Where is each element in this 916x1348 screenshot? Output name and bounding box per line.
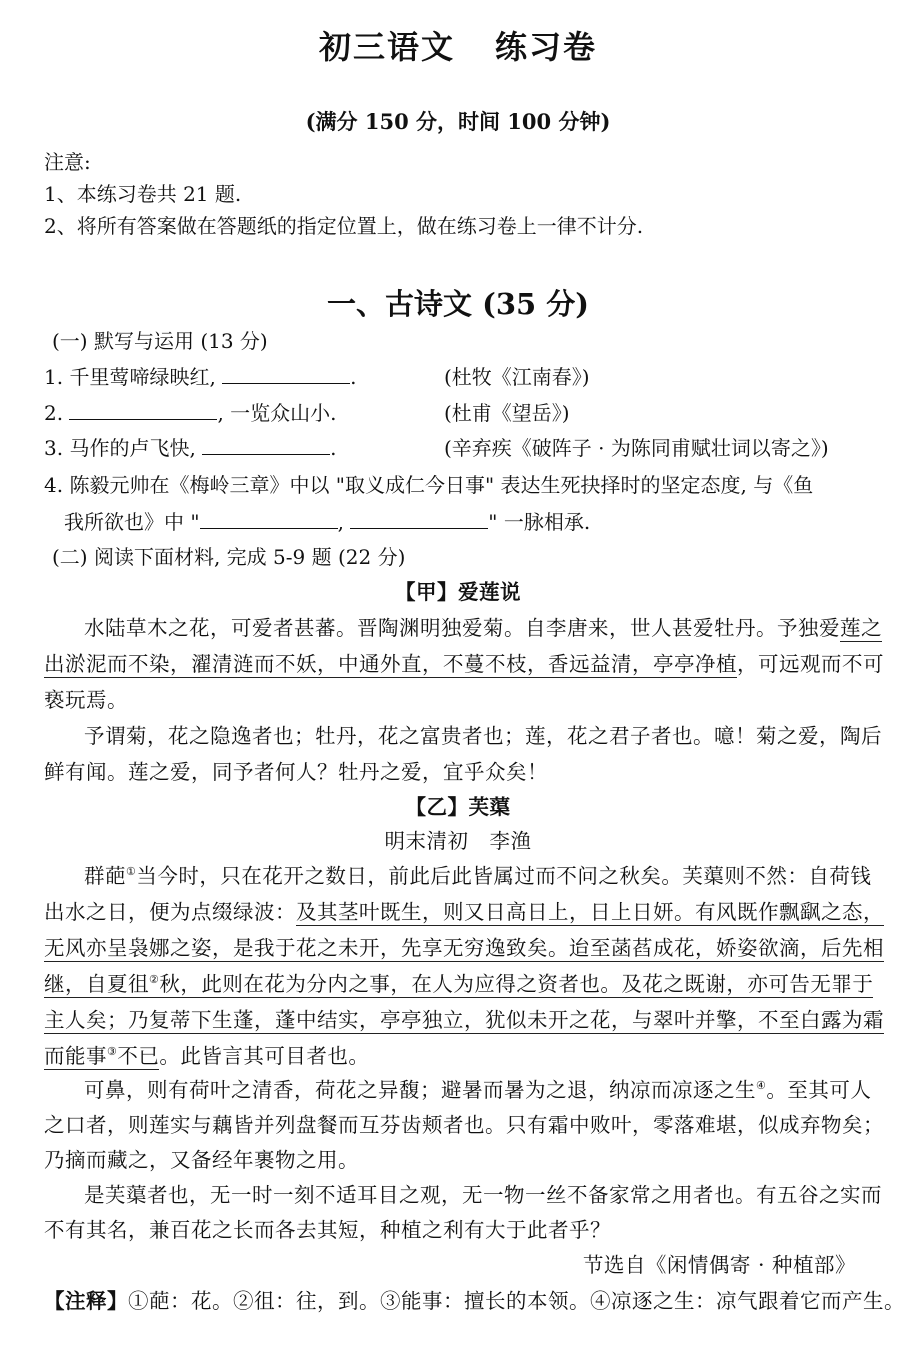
note-mark-3: ③ <box>107 1045 118 1059</box>
q3-end: . <box>330 436 337 460</box>
passage-yi-title: 【乙】芙蕖 <box>405 795 511 819</box>
yi-p1-l2-a: 出水之日，便为点缀绿波： <box>44 900 296 924</box>
yi-p2-line-1 <box>84 1073 871 1103</box>
yi-p1-l6-b: 。此皆言其可目者也。 <box>159 1044 370 1068</box>
title-type: 练习卷 <box>495 28 598 66</box>
q1-blank <box>222 363 350 384</box>
yi-source: 节选自《闲情偶寄 · 种植部》 <box>582 1253 856 1277</box>
note-mark-2: ② <box>149 973 160 987</box>
jia-p1-l2-underlined: 出淤泥而不染，濯清涟而不妖，中通外直，不蔓不枝，香远益清，亭亭净植 <box>44 652 737 676</box>
yi-p2-l1-b: 。至其可人 <box>766 1078 872 1102</box>
yi-p1-line-2 <box>44 895 884 925</box>
yi-p2-line-2: 之口者，则莲实与藕皆并列盘餐而互芬齿颊者也。只有霜中败叶，零落难堪，似成弃物矣； <box>44 1113 884 1137</box>
yi-p1-l3-underlined: 无风亦呈袅娜之姿，是我于花之未开，先享无穷逸致矣。迨至菡萏成花，娇姿欲滴，后先相 <box>44 936 884 960</box>
q4-blank-1 <box>200 508 338 529</box>
yi-p2-l1-a: 可鼻，则有荷叶之清香，荷花之异馥；避暑而暑为之退，纳凉而凉逐之生 <box>84 1078 756 1102</box>
q2-blank <box>69 399 217 420</box>
jia-p2-line-2: 鲜有闻。莲之爱，同予者何人？牡丹之爱，宜乎众矣！ <box>44 760 548 784</box>
q3-text: 3. 马作的卢飞快, <box>44 436 196 460</box>
title-subject: 初三语文 <box>318 28 455 66</box>
notice-item-1: 1、本练习卷共 21 题. <box>44 182 242 206</box>
yi-p1-l1-b: 当今时，只在花开之数日，前此后此皆属过而不问之秋矣。芙蕖则不然：自荷钱 <box>136 864 872 888</box>
question-4-line-1: 4. 陈毅元帅在《梅岭三章》中以 "取义成仁今日事" 表达生死抉择时的坚定态度, 与《鱼 <box>44 473 814 497</box>
jia-p1-line-3: 亵玩焉。 <box>44 688 128 712</box>
notes-label: 【注释】 <box>44 1289 128 1313</box>
q4-text-a: 我所欲也》中 " <box>64 510 200 534</box>
jia-p2-line-1: 予谓菊，花之隐逸者也；牡丹，花之富贵者也；莲，花之君子者也。噫！菊之爱，陶后 <box>84 724 882 748</box>
yi-p1-l1-a: 群葩 <box>84 864 126 888</box>
yi-p1-line-3 <box>44 931 884 961</box>
q1-source: (杜牧《江南春》) <box>444 365 590 389</box>
q2-num: 2. <box>44 401 64 425</box>
yi-p1-l2-underlined: 及其茎叶既生，则又日高日上，日上日妍。有风既作飘飖之态， <box>296 900 884 924</box>
yi-p1-l4-u1: 继，自夏徂 <box>44 972 149 996</box>
yi-p1-l6-u2: 不已 <box>117 1044 160 1068</box>
question-4-line-2 <box>64 506 590 535</box>
q2-text: , 一览众山小. <box>217 401 337 425</box>
note-mark-4: ④ <box>756 1079 767 1093</box>
notice-item-2: 2、将所有答案做在答题纸的指定位置上，做在练习卷上一律不计分. <box>44 214 644 238</box>
section-heading: 一、古诗文 (35 分) <box>327 287 589 321</box>
yi-p1-l4-underlined <box>44 972 873 998</box>
q4-blank-2 <box>350 508 488 529</box>
notes-text: ①葩：花。②徂：往，到。③能事：擅长的本领。④凉逐之生：凉气跟着它而产生。 <box>128 1289 905 1313</box>
jia-p1-l1-text: 水陆草木之花，可爱者甚蕃。晋陶渊明独爱菊。自李唐来，世人甚爱牡丹。予独爱 <box>84 616 840 640</box>
part2-heading: (二) 阅读下面材料, 完成 5-9 题 (22 分) <box>52 545 406 569</box>
score-time-subtitle: (满分 150 分，时间 100 分钟) <box>305 109 611 134</box>
yi-p1-l4-u2: 秋，此则在花为分内之事，在人为应得之资者也。及花之既谢，亦可告无罪于 <box>159 972 874 996</box>
jia-p1-l2-text: ，可远观而不可 <box>737 652 884 676</box>
q3-blank <box>202 434 330 455</box>
passage-jia-title: 【甲】爱莲说 <box>395 580 521 604</box>
yi-p1-l6-u: 而能事 <box>44 1044 107 1068</box>
q4-comma: , <box>337 510 344 534</box>
yi-p1-l5-underlined: 主人矣；乃复蒂下生蓬，蓬中结实，亭亭独立，犹似未开之花，与翠叶并擎，不至白露为霜 <box>44 1008 884 1032</box>
q3-source: (辛弃疾《破阵子 · 为陈同甫赋壮词以寄之》) <box>444 436 829 460</box>
q1-text: 1. 千里莺啼绿映红, <box>44 365 216 389</box>
yi-p1-line-6 <box>44 1039 369 1069</box>
yi-p3-line-1: 是芙蕖者也，无一时一刻不适耳目之观，无一物一丝不备家常之用者也。有五谷之实而 <box>84 1183 882 1207</box>
question-1 <box>44 361 904 390</box>
yi-p3-line-2: 不有其名，兼百花之长而各去其短，种植之利有大于此者乎？ <box>44 1218 611 1242</box>
question-3 <box>44 432 904 461</box>
yi-p1-l6-underlined <box>44 1044 159 1070</box>
q1-end: . <box>350 365 357 389</box>
notice-label: 注意: <box>44 150 91 174</box>
page-title <box>0 22 916 68</box>
yi-p2-line-3: 乃摘而藏之，又备经年裹物之用。 <box>44 1148 359 1172</box>
yi-p1-line-1 <box>84 859 871 889</box>
part1-heading: (一) 默写与运用 (13 分) <box>52 329 268 353</box>
jia-p1-l1-underlined: 莲之 <box>840 616 882 640</box>
yi-p1-line-4 <box>44 967 873 997</box>
q4-text-c: " 一脉相承. <box>488 510 591 534</box>
yi-p1-line-5 <box>44 1003 884 1033</box>
passage-yi-author: 明末清初 李渔 <box>384 829 532 853</box>
notes <box>44 1284 905 1314</box>
jia-p1-line-2 <box>44 647 884 677</box>
jia-p1-line-1 <box>84 611 882 641</box>
q2-source: (杜甫《望岳》) <box>444 401 570 425</box>
note-mark-1: ① <box>126 865 137 879</box>
question-2 <box>44 397 904 426</box>
